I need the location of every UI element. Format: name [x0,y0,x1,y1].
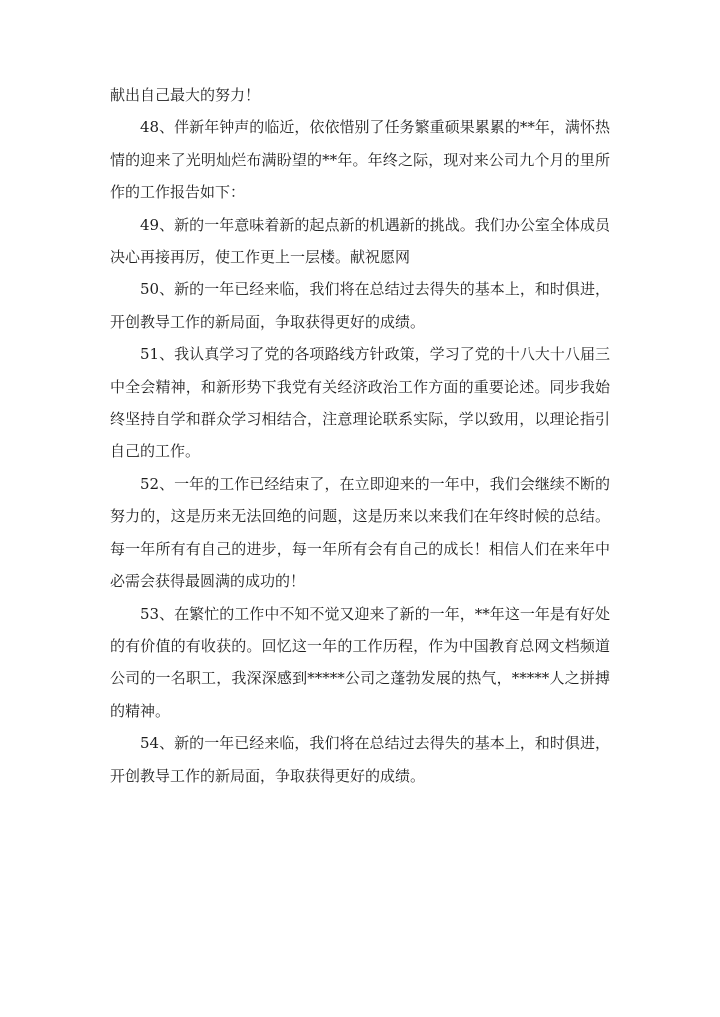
paragraph-49: 49、新的一年意味着新的起点新的机遇新的挑战。我们办公室全体成员决心再接再厉，使工作更上一层楼。献祝愿网 [110,215,610,267]
paragraph-52: 52、一年的工作已经结束了，在立即迎来的一年中，我们会继续不断的努力的，这是历来无法回绝的问题，这是历来以来我们在年终时候的总结。每一年所有有自己的进步，每一年所有会有自己的成长！相信人们在来年中必需会获得最圆满的成功的！ [110,474,610,591]
paragraph-48: 48、伴新年钟声的临近，依依惜别了任务繁重硕果累累的**年，满怀热情的迎来了光明灿烂布满盼望的**年。年终之际，现对来公司九个月的里所作的工作报告如下： [110,118,610,202]
paragraph-54: 54、新的一年已经来临，我们将在总结过去得失的基本上，和时俱进，开创教导工作的新局面，争取获得更好的成绩。 [110,734,610,785]
paragraph-53: 53、在繁忙的工作中不知不觉又迎来了新的一年，**年这一年是有好处的有价值的有收获的。回忆这一年的工作历程，作为中国教育总网文档频道公司的一名职工，我深深感到*****公司之蓬勃发展的热气，*****人之拼搏的精神。 [110,604,610,720]
document-body [110,79,610,792]
paragraph-50: 50、新的一年已经来临，我们将在总结过去得失的基本上，和时俱进，开创教导工作的新局面，争取获得更好的成绩。 [110,280,610,331]
paragraph-continuation: 献出自己最大的努力！ [110,86,261,104]
paragraph-51: 51、我认真学习了党的各项路线方针政策，学习了党的十八大十八届三中全会精神，和新形势下我党有关经济政治工作方面的重要论述。同步我始终坚持自学和群众学习相结合，注意理论联系实际，学以致用，以理论指引自己的工作。 [110,345,610,461]
